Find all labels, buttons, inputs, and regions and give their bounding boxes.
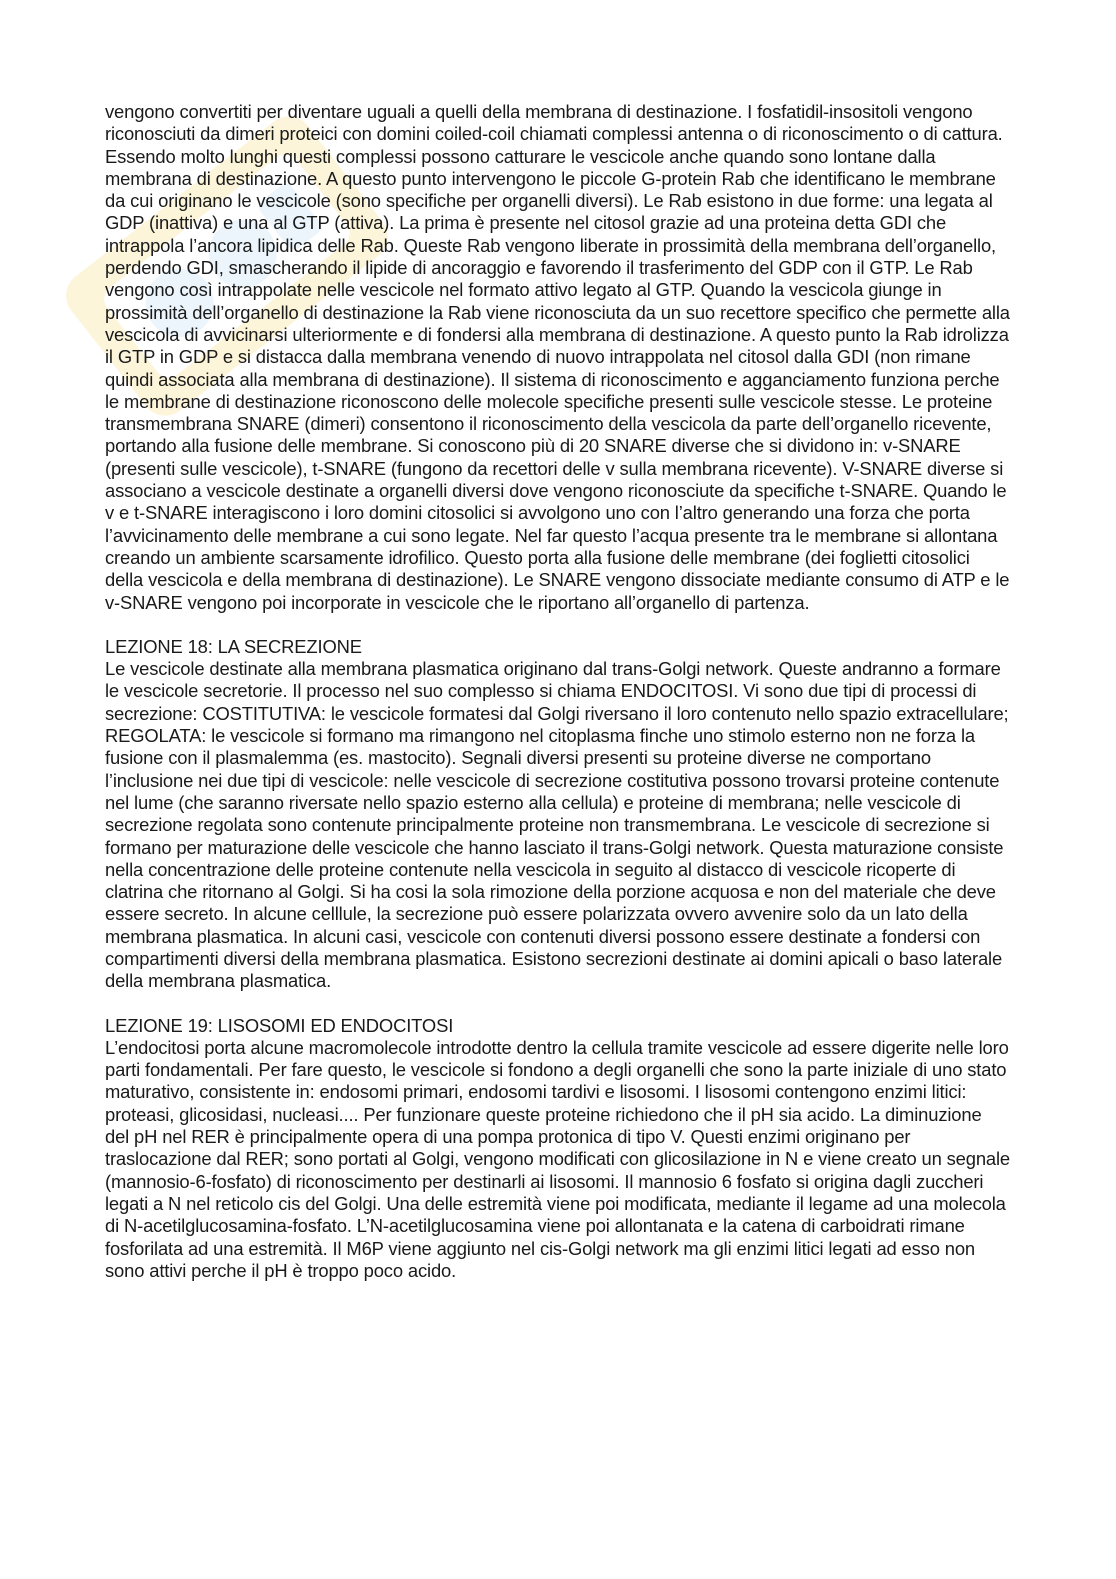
paragraph-membrane-fusion: vengono convertiti per diventare uguali a quelli della membrana di destinazione. I fosfatidil-insositoli vengono riconosciuti da dimeri proteici con domini coiled-coil chiamati complessi antenna o di riconoscimento o di cattura. Essendo molto lunghi questi complessi possono catturare le vescicole anche quando sono lontane dalla membrana di destinazione. A questo punto intervengono le piccole G-protein Rab che identificano le membrane da cui originano le vescicole (sono specifiche per organelli diversi). Le Rab esistono in due forme: una legata al GDP (inattiva) e una al GTP (attiva). La prima è presente nel citosol grazie ad una proteina detta GDI che intrappola l’ancora lipidica delle Rab. Queste Rab vengono liberate in prossimità della membrana dell’organello, perdendo GDI, smascherando il lipide di ancoraggio e favorendo il trasferimento del GDP con il GTP. Le Rab vengono così intrappolate nelle vescicole nel formato attivo legato al GTP. Quando la vescicola giunge in prossimità dell’organello di destinazione la Rab viene riconosciuta da un suo recettore specifico che permette alla vescicola di avvicinarsi ulteriormente e di fondersi alla membrana di destinazione. A questo punto la Rab idrolizza il GTP in GDP e si distacca dalla membrana venendo di nuovo intrappolata nel citosol dalla GDI (non rimane quindi associata alla membrana di destinazione). Il sistema di riconoscimento e agganciamento funziona perche le membrane di destinazione riconoscono delle molecole specifiche presenti sulle vescicole stesse. Le proteine transmembrana SNARE (dimeri) consentono il riconoscimento della vescicola da parte dell’organello ricevente, portando alla fusione delle membrane. Si conoscono più di 20 SNARE diverse che si dividono in: v-SNARE (presenti sulle vescicole), t-SNARE (fungono da recettori delle v sulla membrana ricevente). V-SNARE diverse si associano a vescicole destinate a organelli diversi dove vengono riconosciute da specifiche t-SNARE. Quando le v e t-SNARE interagiscono i loro domini citosolici si avvolgono uno con l’altro generando una forza che porta l’avvicinamento delle membrane a cui sono legate. Nel far questo l’acqua presente tra le membrane si allontana creando un ambiente scarsamente idrofilico. Questo porta alla fusione delle membrane (dei foglietti citosolici della vescicola e della membrana di destinazione). Le SNARE vengono dissociate mediante consumo di ATP e le v-SNARE vengono poi incorporate in vescicole che le riportano all’organello di partenza. — [105, 101, 1010, 613]
section-gap — [105, 993, 1010, 1015]
paragraph-lisosomi: L’endocitosi porta alcune macromolecole introdotte dentro la cellula tramite vescicole ad essere digerite nelle loro parti fondamentali. Per fare questo, le vescicole si fondono a degli organelli che sono la parte iniziale di uno stato maturativo, consistente in: endosomi primari, endosomi tardivi e lisosomi. I lisosomi contengono enzimi litici: proteasi, glicosidasi, nucleasi.... Per funzionare queste proteine richiedono che il pH sia acido. La diminuzione del pH nel RER è principalmente opera di una pompa protonica di tipo V. Questi enzimi originano per traslocazione dal RER; sono portati al Golgi, vengono modificati con glicosilazione in N e viene creato un segnale (mannosio-6-fosfato) di riconoscimento per destinarli ai lisosomi. Il mannosio 6 fosfato si origina dagli zuccheri legati a N nel reticolo cis del Golgi. Una delle estremità viene poi modificata, mediante il legame ad una molecola di N-acetilglucosamina-fosfato. L’N-acetilglucosamina viene poi allontanata e la catena di carboidrati rimane fosforilata ad una estremità. Il M6P viene aggiunto nel cis-Golgi network ma gli enzimi litici legati ad esso non sono attivi perche il pH è troppo poco acido. — [105, 1036, 1011, 1281]
section-gap — [105, 614, 1010, 636]
document-page — [105, 101, 1010, 1282]
heading-lezione-19: LEZIONE 19: LISOSOMI ED ENDOCITOSI — [105, 1014, 454, 1036]
paragraph-secrezione: Le vescicole destinate alla membrana plasmatica originano dal trans-Golgi network. Queste andranno a formare le vescicole secretorie. Il processo nel suo complesso si chiama ENDOCITOSI. Vi sono due tipi di processi di secrezione: COSTITUTIVA: le vescicole formatesi dal Golgi riversano il loro contenuto nello spazio extracellulare; REGOLATA: le vescicole si formano ma rimangono nel citoplasma finche uno stimolo esterno non ne forza la fusione con il plasmalemma (es. mastocito). Segnali diversi presenti su proteine diverse ne comportano l’inclusione nei due tipi di vescicole: nelle vescicole di secrezione costitutiva possono trovarsi proteine contenute nel lume (che saranno riversate nello spazio esterno alla cellula) e proteine di membrana; nelle vescicole di secrezione regolata sono contenute principalmente proteine non transmembrana. Le vescicole di secrezione si formano per maturazione delle vescicole che hanno lasciato il trans-Golgi network. Questa maturazione consiste nella concentrazione delle proteine contenute nella vescicola in seguito al distacco di vescicole ricoperte di clatrina che ritornano al Golgi. Si ha cosi la sola rimozione della porzione acquosa e non del materiale che deve essere secreto. In alcune celllule, la secrezione può essere polarizzata ovvero avvenire solo da un lato della membrana plasmatica. In alcuni casi, vescicole con contenuti diversi possono essere destinate a fondersi con compartimenti diversi della membrana plasmatica. Esistono secrezioni destinate ai domini apicali o baso laterale della membrana plasmatica. — [105, 658, 1009, 992]
heading-lezione-18: LEZIONE 18: LA SECREZIONE — [105, 635, 362, 657]
